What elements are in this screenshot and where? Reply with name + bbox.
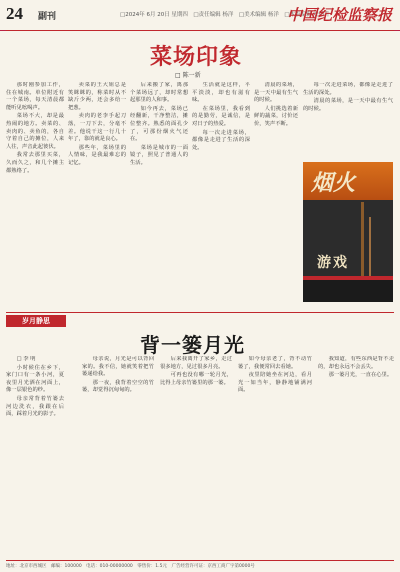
paragraph: 那些年，菜场里的人情味，是我最难忘的记忆。 [68,144,126,166]
paragraph: 我知道，有些东西是背不走的，却也永远不会丢失。 [318,356,394,370]
article2-column-3 [160,356,232,556]
paragraph-author: □ 李 明 [16,356,36,362]
page-footer: 地址：北京市西城区 邮编：100000 电话：010-00000000 零售价：1.5元 广告经营许可证：京西工商广字第0000号 [6,560,394,569]
paragraph: 那一夜，我背着空空的竹篓，却觉得沉甸甸的。 [82,379,154,394]
paragraph: 在菜场里，我看到的是勤劳，是诚信，是对日子的热爱。 [192,105,250,127]
article1-column-3 [130,82,188,307]
paragraph: 母亲常背着竹篓去河边洗衣，我跟在后面，踩着月光的影子。 [6,395,64,418]
article1-column-2 [68,82,126,307]
paragraph: 小时候住在乡下，家门口有一条小河，夏夜里月光洒在河面上，像一层银色的纱。 [6,364,64,394]
paragraph: 菜场不大，却是最热闹的地方。卖菜的、卖肉的、卖鱼的，各自守着自己的摊位，人来人往，声音此起彼伏。 [6,113,64,150]
paragraph: 后来搬了家，离那个菜场远了，却时常想起那里的人和事。 [130,82,188,104]
paragraph: 菜场是城市的一面镜子，照见了普通人的生活。 [130,144,188,166]
illustration [303,162,393,302]
paragraph: 可再也没有哪一轮月光，比得上母亲竹篓里的那一篓。 [160,372,232,386]
illustration-ground [303,280,393,302]
paragraph: 生活就是这样，平平淡淡，却也有滋有味。 [192,82,250,104]
paragraph: 如今再去，菜场已经翻新，干净整洁，摊位整齐。熟悉的面孔少了，可那份烟火气还在。 [130,105,188,143]
page-number: 24 [6,4,23,23]
article1-column-6 [303,82,393,158]
paragraph: 那一篓月光，一直在心里。 [328,372,393,379]
paragraph: 卖肉的老李手起刀落，一刀下去，分毫不差。他说干这一行几十年了，靠的就是良心。 [68,113,126,143]
article1-column-5 [254,82,298,307]
paragraph: 人们挑选着新鲜的蔬菜，讨价还价，笑声不断。 [254,105,298,127]
dateline: □2024年 6月 20日 星期四 □责任编辑 杨洋 □美术编辑 杨洋 □本版编辑 安伯升 [120,12,330,18]
paragraph: 卖菜的王大姐总是笑眯眯的，称菜时从不缺斤少两，还会多给一把葱。 [68,82,126,111]
paragraph: 清晨的菜场，是一天中最有生气的时候。 [254,82,298,104]
article2-column-4 [238,356,312,556]
paragraph: 那时刚参加工作，住在城南。单位附近有一个菜场，每天清晨都能听见吆喝声。 [6,82,64,111]
paragraph: 每一次走进菜场，都像是走进了生活的深处。 [303,82,393,96]
article2-column-2 [82,356,154,556]
header-divider [6,30,394,31]
paragraph: 后来我离开了家乡，走过很多地方，见过很多月亮。 [160,356,232,370]
column-tag: 岁月静思 [6,315,66,327]
paragraph: 每一次走进菜场，都像是走进了生活的深处。 [192,129,250,151]
article1-column-1 [6,82,64,307]
illustration-label: 游戏 [317,255,349,271]
article1-author: □ 陈一新 [175,72,201,79]
article2-column-1 [6,356,64,556]
illustration-title: 烟火 [311,170,356,196]
masthead-logo: 中国纪检监察报 [286,6,392,24]
page-header [0,0,400,31]
article1-title: 菜场印象 [150,44,243,70]
paragraph: 我常去那里买菜，久而久之，和几个摊主都熟络了。 [6,152,64,174]
paragraph: 夜里陪她坐在河边，看月光一如当年，静静地铺满河面。 [238,372,312,394]
section-divider [6,312,394,313]
article1-column-4 [192,82,250,307]
section-label: 副刊 [38,12,57,22]
paragraph: 母亲说，月光是可以背回家的。我不信，她就笑着把竹篓递给我。 [82,356,154,378]
paragraph: 清晨的菜场，是一天中最有生气的时候。 [303,98,393,112]
paragraph: 如今母亲老了，背不动竹篓了，我便常回去看她。 [238,356,312,370]
article2-title: 背一篓月光 [140,333,245,357]
article2-column-5 [318,356,394,556]
